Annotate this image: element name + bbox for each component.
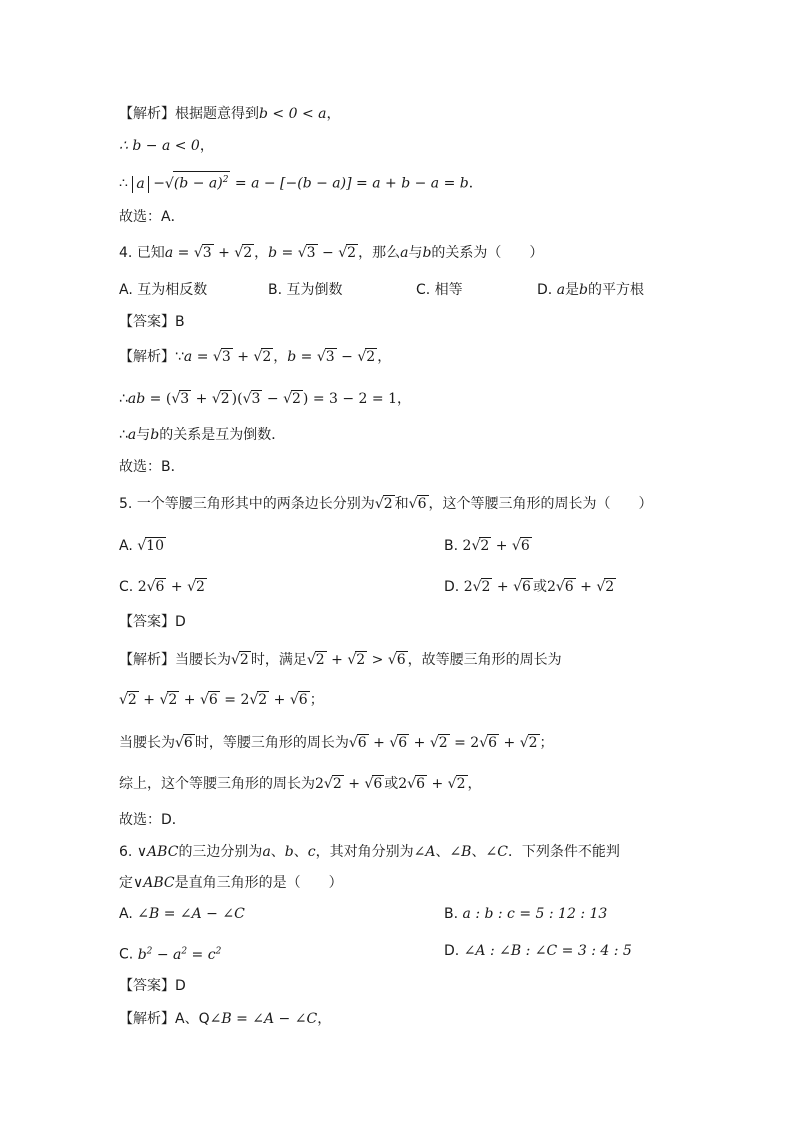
q4-option-d: D. a是b的平方根 <box>537 282 645 298</box>
q6-explanation-1: 【解析】A、Q∠B = ∠A − ∠C， <box>119 1011 332 1027</box>
q4-option-c: C. 相等 <box>416 282 463 298</box>
question-5: 5. 一个等腰三角形其中的两条边长分别为√2 和√6 ，这个等腰三角形的周长为（ ） <box>119 496 653 512</box>
q6-answer: 【答案】D <box>119 978 186 994</box>
q4-choose: 故选：B． <box>119 459 185 475</box>
question-4: 4. 已知a = √3 + √2 ，b = √3 − √2 ，那么a与b的关系为（ ） <box>119 245 544 261</box>
q5-answer: 【答案】D <box>119 614 186 630</box>
q4-explanation-2: ∴ab = (√3 + √2 )(√3 − √2 ) = 3 − 2 = 1， <box>119 391 412 407</box>
q4-answer: 【答案】B <box>119 314 185 330</box>
q5-option-c: C. 2√6 + √2 <box>119 579 205 595</box>
q5-explanation-4: 综上，这个等腰三角形的周长为2√2 + √6 或2√6 + √2 ， <box>119 776 482 792</box>
q5-option-b: B. 2√2 + √6 <box>444 538 530 554</box>
q5-option-d: D. 2√2 + √6 或2√6 + √2 <box>444 579 615 595</box>
q4-explanation-3: ∴a与b的关系是互为倒数． <box>119 427 286 443</box>
q4-explanation-1: 【解析】∵a = √3 + √2 ，b = √3 − √2 ， <box>119 349 392 365</box>
analysis-line-3: ∴ $a -√(b - a)^2 = a - [-(b - a)] = a + b - a = b$． <box>119 171 483 194</box>
q4-option-a: A. 互为相反数 <box>119 282 208 298</box>
choose-line-q3: 故选：A． <box>119 209 185 225</box>
q5-explanation-2: √2 + √2 + √6 = 2√2 + √6 ； <box>119 692 324 708</box>
analysis-label: 【解析】 <box>119 106 175 122</box>
q6-option-b: B. a : b : c = 5 : 12 : 13 <box>444 906 608 922</box>
q5-option-a: A. √10 <box>119 538 164 554</box>
q6-option-a: A. ∠B = ∠A − ∠C <box>119 906 245 922</box>
q5-choose: 故选：D． <box>119 812 186 828</box>
q6-option-c: C. $b^2 - a^2 = c^2$ <box>119 946 222 963</box>
q4-option-b: B. 互为倒数 <box>268 282 343 298</box>
analysis-line-1: 【解析】根据题意得到b < 0 < a， <box>119 106 341 122</box>
question-6-line-2: 定∨ABC是直角三角形的是（ ） <box>119 875 343 891</box>
q5-explanation-3: 当腰长为√6 时，等腰三角形的周长为√6 + √6 + √2 = 2√6 + √2 ； <box>119 735 554 751</box>
analysis-line-2: ∴ b − a < 0， <box>119 138 214 154</box>
q6-option-d: D. ∠A : ∠B : ∠C = 3 : 4 : 5 <box>444 943 632 959</box>
q5-explanation-1: 【解析】当腰长为√2 时，满足√2 + √2 > √6 ，故等腰三角形的周长为 <box>119 652 562 668</box>
question-6-line-1: 6. ∨ABC的三边分别为a、b、c，其对角分别为∠A、∠B、∠C．下列条件不能判 <box>119 844 620 860</box>
